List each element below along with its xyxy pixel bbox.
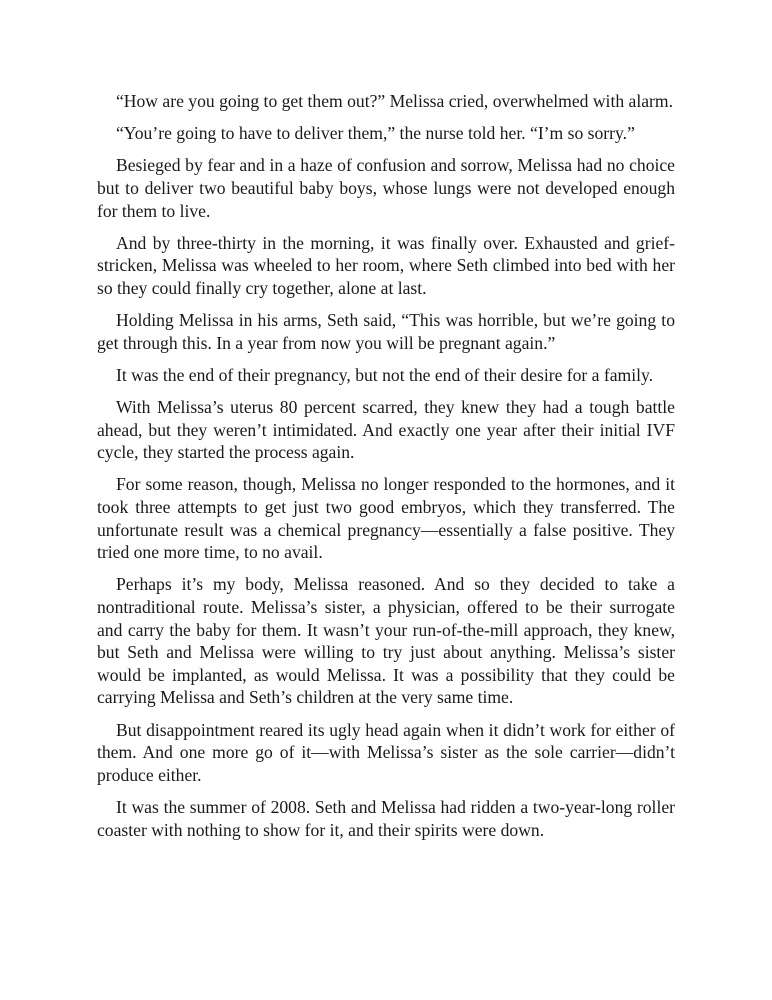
page-body bbox=[97, 90, 675, 851]
paragraph-10: But disappointment reared its ugly head again when it didn’t work for either of them. And one more go of it—with Melissa’s sister as the sole carrier—didn’t produce either. bbox=[97, 719, 675, 785]
paragraph-5: Holding Melissa in his arms, Seth said, “This was horrible, but we’re going to get through this. In a year from now you will be pregnant again.” bbox=[97, 310, 675, 353]
paragraph-2: “You’re going to have to deliver them,” the nurse told her. “I’m so sorry.” bbox=[116, 123, 635, 144]
paragraph-1: “How are you going to get them out?” Melissa cried, overwhelmed with alarm. bbox=[116, 91, 673, 111]
paragraph-7: With Melissa’s uterus 80 percent scarred, they knew they had a tough battle ahead, but they weren’t intimidated. And exactly one year after their initial IVF cycle, they started the process again. bbox=[97, 397, 675, 463]
paragraph-9: Perhaps it’s my body, Melissa reasoned. And so they decided to take a nontraditional route. Melissa’s sister, a physician, offered to be their surrogate and carry the baby for them. It wasn’t your run-of-the-mill approach, they knew, but Seth and Melissa were willing to try just about anything. Melissa’s sister would be implanted, as would Melissa. It was a possibility that they could be carrying Melissa and Seth’s children at the very same time. bbox=[97, 574, 675, 708]
paragraph-6: It was the end of their pregnancy, but not the end of their desire for a family. bbox=[116, 364, 654, 385]
paragraph-11: It was the summer of 2008. Seth and Melissa had ridden a two-year-long roller coaster with nothing to show for it, and their spirits were down. bbox=[97, 796, 675, 840]
paragraph-8: For some reason, though, Melissa no longer responded to the hormones, and it took three attempts to get just two good embryos, which they transferred. The unfortunate result was a chemical pregnancy—essentially a false positive. They tried one more time, to no avail. bbox=[97, 474, 675, 563]
paragraph-4: And by three-thirty in the morning, it was finally over. Exhausted and grief-stricken, Melissa was wheeled to her room, where Seth climbed into bed with her so they could finally cry together, alone at last. bbox=[97, 232, 675, 298]
paragraph-3: Besieged by fear and in a haze of confusion and sorrow, Melissa had no choice but to deliver two beautiful baby boys, whose lungs were not developed enough for them to live. bbox=[97, 155, 675, 221]
